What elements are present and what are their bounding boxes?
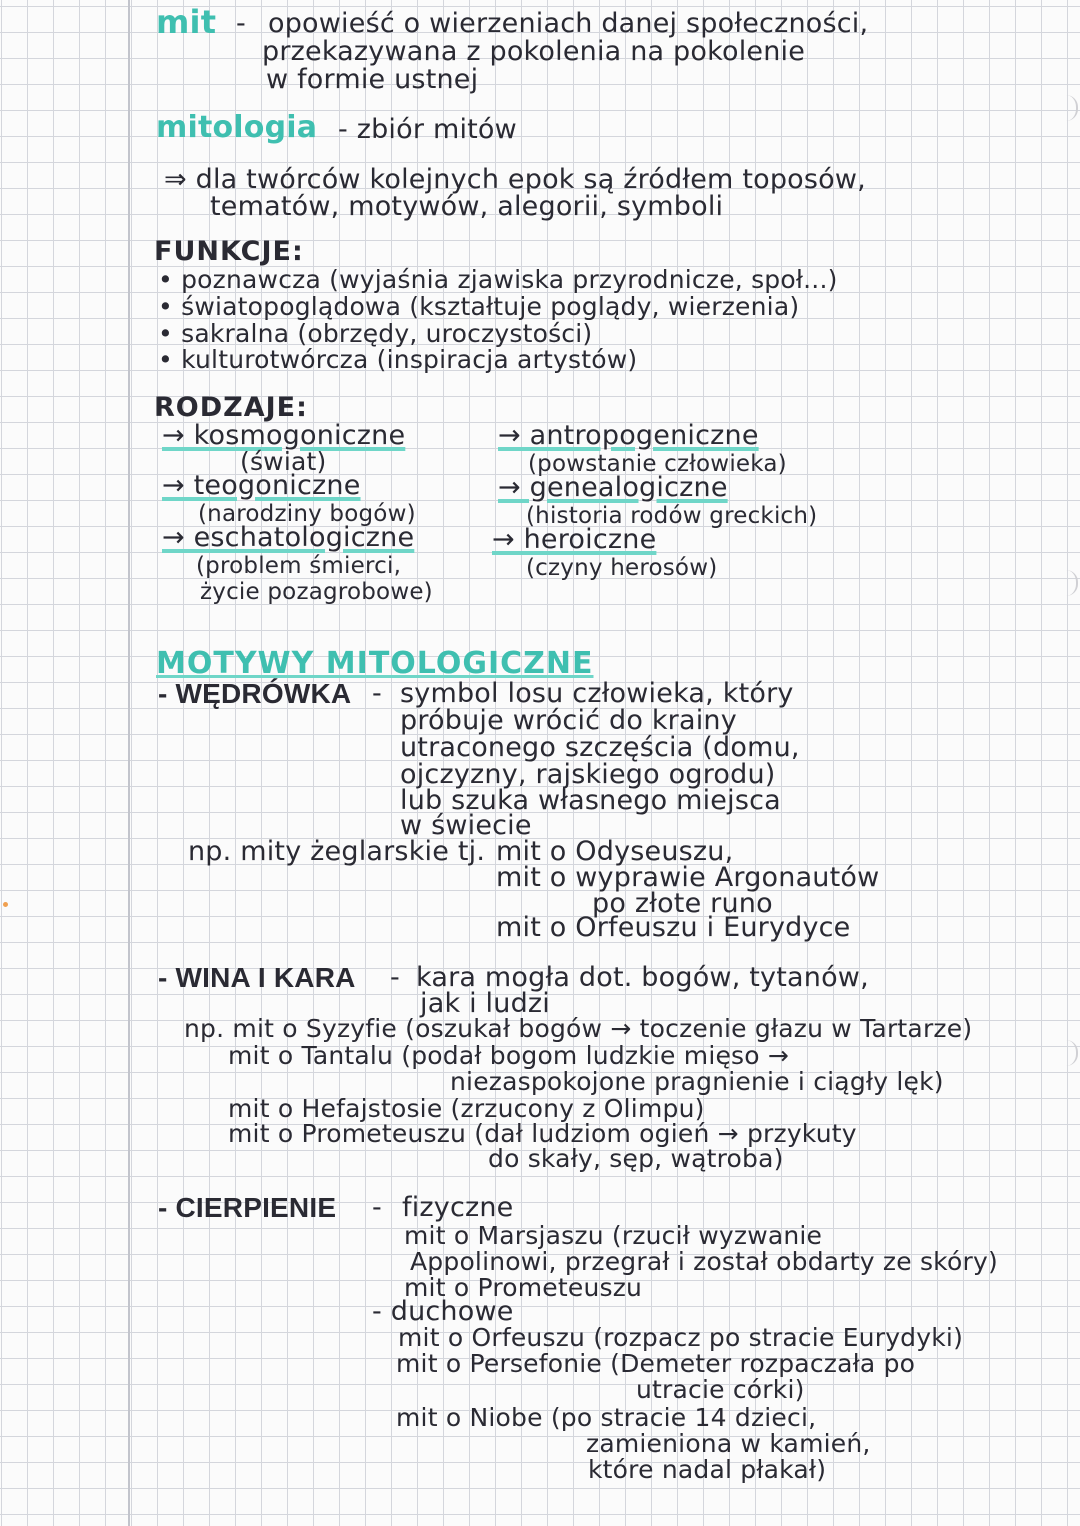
rodzaj-genealogiczne: → genealogiczne <box>498 472 728 503</box>
page-edge-mark <box>1060 1040 1078 1066</box>
mitologia-note-line: ⇒ dla twórców kolejnych epok są źródłem toposów, <box>164 164 866 195</box>
funkcje-item: • poznawcza (wyjaśnia zjawiska przyrodnicze, społ...) <box>158 265 838 294</box>
cierpienie-duchowe: - duchowe <box>372 1296 514 1327</box>
wina-example: do skały, sęp, wątroba) <box>488 1144 784 1173</box>
cierpienie-line: które nadal płakał) <box>588 1455 827 1484</box>
cierpienie-fizyczne: fizyczne <box>402 1192 514 1223</box>
cierpienie-line: mit o Niobe (po stracie 14 dzieci, <box>396 1403 817 1432</box>
wedrowka-line: lub szuka własnego miejsca <box>400 785 781 816</box>
wedrowka-line: symbol losu człowieka, który <box>400 678 794 709</box>
wedrowka-line: utraconego szczęścia (domu, <box>400 732 800 763</box>
wedrowka-example: mit o Orfeuszu i Eurydyce <box>496 912 851 943</box>
term-mitologia: mitologia <box>156 110 318 145</box>
cierpienie-line: mit o Persefonie (Demeter rozpaczała po <box>396 1349 916 1378</box>
rodzaj-note: (historia rodów greckich) <box>526 503 818 529</box>
mit-definition-line: opowieść o wierzeniach danej społeczności, <box>268 8 869 39</box>
rodzaj-note: (powstanie człowieka) <box>528 451 787 477</box>
cierpienie-line: mit o Orfeuszu (rozpacz po stracie Eurydyki) <box>398 1323 964 1352</box>
wina-example: np. mit o Syzyfie (oszukał bogów → toczenie głazu w Tartarze) <box>184 1014 973 1043</box>
wina-line: kara mogła dot. bogów, tytanów, <box>416 962 869 993</box>
cierpienie-line: mit o Prometeuszu <box>404 1273 643 1302</box>
wina-example: mit o Prometeuszu (dał ludziom ogień → przykuty <box>228 1119 857 1148</box>
mit-definition-line: przekazywana z pokolenia na pokolenie <box>262 36 806 67</box>
wedrowka-line: ojczyzny, rajskiego ogrodu) <box>400 759 776 790</box>
mit-definition-line: w formie ustnej <box>266 64 479 95</box>
cierpienie-line: utracie córki) <box>636 1375 805 1404</box>
wina-example: mit o Tantalu (podał bogom ludzkie mięso → <box>228 1041 790 1070</box>
motyw-dash: - <box>372 1192 382 1223</box>
motyw-dash: - <box>390 962 400 993</box>
wedrowka-example: mit o wyprawie Argonautów <box>496 862 880 893</box>
funkcje-item: • kulturotwórcza (inspiracja artystów) <box>158 345 638 374</box>
wedrowka-example-prefix: np. mity żeglarskie tj. <box>188 836 486 867</box>
wina-line: jak i ludzi <box>420 988 550 1019</box>
rodzaj-heroiczne: → heroiczne <box>492 524 657 555</box>
motyw-wedrowka-label: - WĘDRÓWKA <box>158 678 352 709</box>
rodzaj-note: życie pozagrobowe) <box>200 579 433 605</box>
mitologia-definition: - zbiór mitów <box>338 114 517 145</box>
page-edge-mark <box>1060 570 1078 596</box>
motyw-cierpienie-label: - CIERPIENIE <box>158 1192 337 1223</box>
term-mit: mit <box>156 3 217 41</box>
motywy-heading: MOTYWY MITOLOGICZNE <box>156 646 594 681</box>
rodzaj-kosmogoniczne: → kosmogoniczne <box>162 420 406 451</box>
rodzaj-teogoniczne: → teogoniczne <box>162 470 361 501</box>
wedrowka-example: po złote runo <box>592 888 773 919</box>
wedrowka-example: mit o Odyseuszu, <box>496 836 734 867</box>
rodzaj-note: (świat) <box>240 447 327 476</box>
cierpienie-line: zamieniona w kamień, <box>586 1429 871 1458</box>
rodzaj-note: (czyny herosów) <box>526 555 718 581</box>
rodzaj-note: (problem śmierci, <box>196 553 402 579</box>
motyw-wina-label: - WINA I KARA <box>158 962 356 993</box>
cierpienie-line: mit o Marsjaszu (rzucił wyzwanie <box>404 1221 823 1250</box>
wina-example: mit o Hefajstosie (zrzucony z Olimpu) <box>228 1094 705 1123</box>
term-dash: - <box>236 8 246 39</box>
wedrowka-line: w świecie <box>400 810 532 841</box>
funkcje-item: • światopoglądowa (kształtuje poglądy, wierzenia) <box>158 292 800 321</box>
wina-example: niezaspokojone pragnienie i ciągły lęk) <box>450 1067 944 1096</box>
page-edge-mark <box>1060 95 1078 121</box>
motyw-dash: - <box>372 678 382 709</box>
rodzaj-note: (narodziny bogów) <box>198 501 416 527</box>
rodzaj-antropogeniczne: → antropogeniczne <box>498 420 759 451</box>
wedrowka-line: próbuje wrócić do krainy <box>400 705 737 736</box>
rodzaj-eschatologiczne: → eschatologiczne <box>162 522 415 553</box>
margin-line <box>128 0 130 1526</box>
rodzaje-heading: RODZAJE: <box>154 392 308 423</box>
mitologia-note-line: tematów, motywów, alegorii, symboli <box>210 191 724 222</box>
ink-dot <box>3 902 8 907</box>
cierpienie-line: Appolinowi, przegrał i został obdarty ze skóry) <box>410 1247 998 1276</box>
funkcje-item: • sakralna (obrzędy, uroczystości) <box>158 319 593 348</box>
funkcje-heading: FUNKCJE: <box>154 236 304 267</box>
